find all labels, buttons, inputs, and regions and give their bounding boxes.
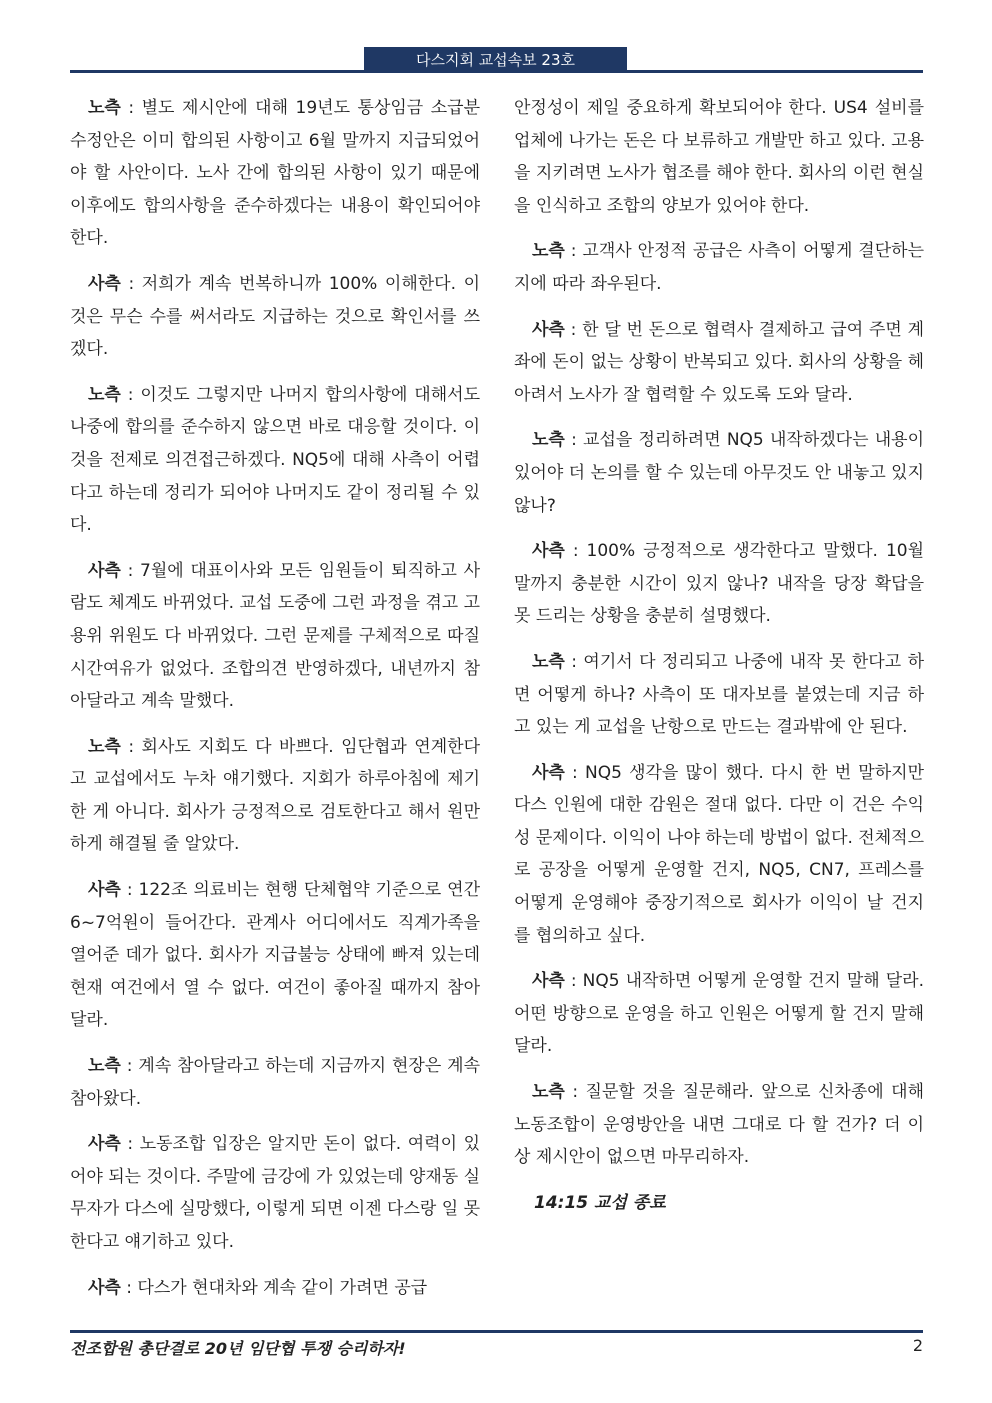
continued-paragraph: 안정성이 제일 중요하게 확보되어야 한다. US4 설비를 업체에 나가는 돈은 다 보류하고 개발만 하고 있다. 고용을 지키려면 노사가 협조를 해야 한다. 회사의 이런 현실을 인식하고 조합의 양보가 있어야 한다.: [514, 98, 924, 216]
dialogue-paragraph: [514, 235, 924, 300]
dialogue-text: : 노동조합 입장은 알지만 돈이 없다. 여력이 있어야 되는 것이다. 주말에 금강에 가 있었는데 양재동 실무자가 다스에 실망했다, 이렇게 되면 이젠 다스랑 일 못한다고 얘기하고 있다.: [70, 1134, 480, 1252]
right-column: [514, 92, 924, 1219]
speaker-label: 노측: [88, 98, 121, 118]
footer-slogan: 전조합원 총단결로 20년 임단협 투쟁 승리하자!: [70, 1339, 406, 1358]
dialogue-text: : 고객사 안정적 공급은 사측이 어떻게 결단하는지에 따라 좌우된다.: [514, 241, 924, 294]
speaker-label: 사측: [88, 1277, 121, 1298]
speaker-label: 사측: [532, 541, 565, 562]
dialogue-text: : NQ5 내작하면 어떻게 운영할 건지 말해 달라. 어떤 방향으로 운영을 하고 인원은 어떻게 할 건지 말해 달라.: [514, 971, 924, 1057]
speaker-label: 사측: [532, 971, 565, 992]
header-divider: [70, 70, 923, 73]
dialogue-paragraph: [514, 757, 924, 953]
speaker-label: 노측: [532, 430, 565, 451]
page-number: 2: [912, 1336, 923, 1355]
dialogue-text: : NQ5 생각을 많이 했다. 다시 한 번 말하지만 다스 인원에 대한 감원은 절대 없다. 다만 이 건은 수익성 문제이다. 이익이 나야 하는데 방법이 없다. 전체적으로 공장을 어떻게 운영할 건지, NQ5, CN7, 프레스를 어떻게 운영해야 중장기적으로 회사가 이익이 날 건지를 협의하고 싶다.: [514, 762, 924, 946]
speaker-label: 사측: [532, 762, 565, 783]
speaker-label: 사측: [532, 319, 565, 340]
dialogue-text: : 교섭을 정리하려면 NQ5 내작하겠다는 내용이 있어야 더 논의를 할 수 있는데 아무것도 안 내놓고 있지 않나?: [514, 430, 924, 516]
dialogue-paragraph: [514, 314, 924, 412]
dialogue-paragraph: [514, 424, 924, 522]
dialogue-paragraph: [514, 965, 924, 1063]
footer-divider: [70, 1330, 923, 1333]
dialogue-text: : 별도 제시안에 대해 19년도 통상임금 소급분 수정안은 이미 합의된 사항이고 6월 말까지 지급되었어야 할 사안이다. 노사 간에 합의된 사항이 있기 때문에 이후에도 합의사항을 준수하겠다는 내용이 확인되어야 한다.: [70, 98, 480, 249]
dialogue-text: : 질문할 것을 질문해라. 앞으로 신차종에 대해 노동조합이 운영방안을 내면 그대로 다 할 건가? 더 이상 제시안이 없으면 마무리하자.: [514, 1082, 924, 1168]
dialogue-text: : 한 달 번 돈으로 협력사 결제하고 급여 주면 계좌에 돈이 없는 상황이 반복되고 있다. 회사의 상황을 헤아려서 노사가 잘 협력할 수 있도록 도와 달라.: [514, 319, 924, 405]
speaker-label: 사측: [88, 1134, 121, 1155]
speaker-label: 노측: [532, 651, 565, 672]
dialogue-paragraph: [70, 268, 480, 366]
speaker-label: 노측: [88, 736, 121, 757]
dialogue-text: : 여기서 다 정리되고 나중에 내작 못 한다고 하면 어떻게 하나? 사측이 또 대자보를 붙였는데 지금 하고 있는 게 교섭을 난항으로 만드는 결과밖에 안 된다.: [514, 651, 924, 738]
dialogue-paragraph: [70, 874, 480, 1037]
dialogue-paragraph: [70, 731, 480, 861]
speaker-label: 사측: [88, 273, 121, 294]
dialogue-text: : 122조 의료비는 현행 단체협약 기준으로 연간 6~7억원이 들어간다. 관계사 어디에서도 직계가족을 열어준 데가 없다. 회사가 지급불능 상태에 빠져 있는데 현재 여건에서 열 수 없다. 여건이 좋아질 때까지 참아 달라.: [70, 880, 480, 1031]
speaker-label: 노측: [532, 241, 565, 262]
dialogue-paragraph: [70, 1128, 480, 1258]
dialogue-text: : 계속 참아달라고 하는데 지금까지 현장은 계속 참아왔다.: [70, 1056, 480, 1109]
dialogue-paragraph: [70, 379, 480, 542]
dialogue-text: : 회사도 지회도 다 바쁘다. 임단협과 연계한다고 교섭에서도 누차 얘기했다. 지회가 하루아침에 제기한 게 아니다. 회사가 긍정적으로 검토한다고 해서 원만하게 해결될 줄 알았다.: [70, 736, 480, 855]
speaker-label: 노측: [88, 1056, 121, 1077]
dialogue-text: : 다스가 현대차와 계속 같이 가려면 공급: [120, 1277, 428, 1298]
newsletter-title: 다스지회 교섭속보 23호: [364, 47, 627, 71]
left-column: [70, 92, 480, 1317]
dialogue-paragraph: [70, 92, 480, 255]
dialogue-text: : 100% 긍정적으로 생각한다고 말했다. 10월 말까지 충분한 시간이 있지 않나? 내작을 당장 확답을 못 드리는 상황을 충분히 설명했다.: [514, 541, 924, 627]
dialogue-text: : 이것도 그렇지만 나머지 합의사항에 대해서도 나중에 합의를 준수하지 않으면 바로 대응할 것이다. 이것을 전제로 의견접근하겠다. NQ5에 대해 사측이 어렵다고 하는데 정리가 되어야 나머지도 같이 정리될 수 있다.: [70, 384, 480, 536]
dialogue-paragraph: [514, 646, 924, 744]
speaker-label: 사측: [88, 560, 121, 581]
session-end-note: 14:15 교섭 종료: [534, 1192, 666, 1213]
speaker-label: 노측: [532, 1082, 565, 1103]
dialogue-paragraph: [514, 535, 924, 633]
dialogue-text: : 7월에 대표이사와 모든 임원들이 퇴직하고 사람도 체계도 바뀌었다. 교섭 도중에 그런 과정을 겪고 고용위 위원도 다 바뀌었다. 그런 문제를 구체적으로 따질 시간여유가 없었다. 조합의견 반영하겠다, 내년까지 참아달라고 계속 말했다.: [70, 560, 480, 712]
dialogue-paragraph: [70, 1050, 480, 1115]
dialogue-text: : 저희가 계속 번복하니까 100% 이해한다. 이것은 무슨 수를 써서라도 지급하는 것으로 확인서를 쓰겠다.: [70, 273, 480, 360]
dialogue-paragraph: [70, 555, 480, 718]
speaker-label: 노측: [88, 384, 121, 405]
dialogue-paragraph: [514, 1076, 924, 1174]
dialogue-paragraph: [70, 1272, 480, 1305]
speaker-label: 사측: [88, 880, 121, 901]
